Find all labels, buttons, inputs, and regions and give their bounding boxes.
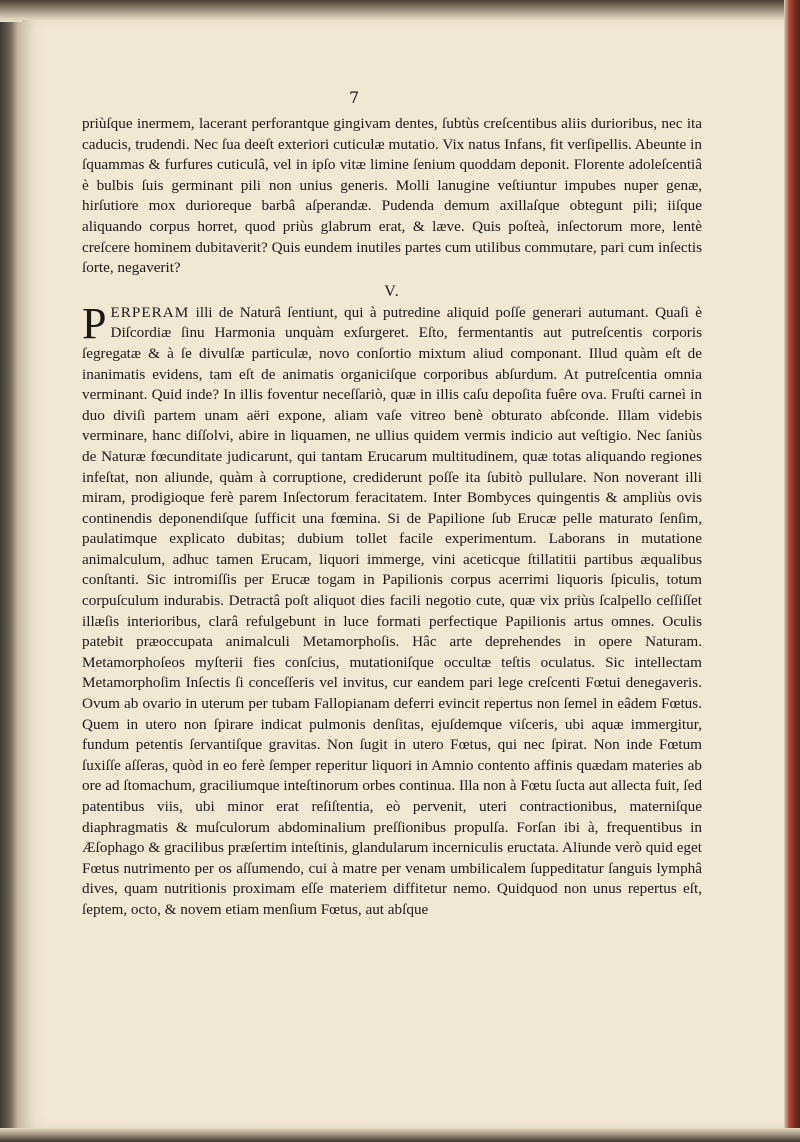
lead-word: ERPERAM xyxy=(110,303,190,321)
paragraph-body: illi de Naturâ ſentiunt, qui à putredine aliquid poſſe generari autumant. Quaſi è Diſcordiæ ſinu Harmonia unquàm exſurgeret. Eſto, fermentantis aut putreſcentis corporis ſegregatæ & à ſe divulſæ particulæ, novo conſortio mixtum aliud componant. Illud quàm eſt de inanimatis evidens, tam eſt de animatis organiciſque corporibus abſurdum. At putreſcentia omnia verminant. Quid inde? In illis foventur neceſſariò, quæ in illis caſu depoſita fuêre ova. Fruſti carneì in duo diviſi partem unam aëri expone, aliam vaſe vitreo benè obturato abſconde. Illam videbis verminare, hanc diſſolvi, abire in liquamen, ne ullius quidem vermis indicio aut veſtigio. Nec ſaniùs de Naturæ fœcunditate judicarunt, qui tantam Erucarum multitudinem, quæ totas aliquando regiones infeſtat, non aliunde, quàm à corruptione, crediderunt poſſe ita ſubitò pullulare. Non noverant illi miram, prodigioque ferè parem Inſectorum feracitatem. Inter Bombyces quingentis & ampliùs ovis continendis deponendiſque ſufficit una fœmina. Si de Papilione ſub Erucæ pelle maturato ſenſim, paulatimque explicato dubitas; dubium tollet facile experimentum. Laborans in mutatione animalculum, adhuc tamen Erucam, liquori immerge, vini aceticque ſtillatitii partibus æqualibus conſtanti. Sic intromiſſis per Erucæ togam in Papilionis corpus acerrimi liquoris ſpiculis, totum corpuſculum indurabis. Detractâ poſt aliquot dies facili negotio cute, quæ vix priùs ſcalpello ceſſiſſet illæſis interioribus, clarâ refulgebunt in luce formati perfectique Papilionis artus omnes. Oculis patebit præoccupata animalculi Metamorphoſis. Hâc arte deprehendes in opere Naturam. Metamorphoſeos myſterii fies conſcius, mutationiſque occultæ teſtis oculatus. Sic intellectam Metamorphoſim Inſectis ſi conceſſeris vel invitus, cur eandem pari lege creſcenti Fœtui denegaveris. Ovum ab ovario in uterum per tubam Fallopianam deferri evincit repertus non ſemel in eâdem Fœtus. Quem in utero non ſpirare indicat pulmonis denſitas, ejuſdemque viſceris, ubi aquæ immergitur, fundum petentis ſervantiſque gravitas. Non ſugit in utero Fœtus, qui nec ſpirat. Non inde Fœtum ſuxiſſe aſſeras, quòd in eo ferè ſemper reperitur liquori in Amnio contento affinis quædam materies ab ore ad ſtomachum, graciliumque inteſtinorum orbes continua. Illa non à Fœtu ſucta aut allecta fuit, ſed patentibus viis, ubi minor erat reſiſtentia, eò pervenit, uteri contractionibus, materniſque diaphragmatis & muſculorum abdominalium preſſionibus propulſa. Forſan ibi à, frequentibus in Æſophago & gracilibus præſertim inteſtinis, glandularum incerniculis eructata. Aliunde verò quid eget Fœtus nutrimento per os aſſumendo, cui à matre per venam umbilicalem ſuppeditatur ſanguis lymphâ dives, quam nutritionis proximam eſſe materiem diffitetur nemo. Quidquod non unus repertus eſt, ſeptem, octo, & novem etiam menſium Fœtus, aut abſque xyxy=(82,303,702,918)
page-number: 7 xyxy=(349,88,360,107)
page-text-block xyxy=(82,90,702,921)
paragraph-section-v xyxy=(82,298,702,921)
paragraph-continuation: priùſque inermem, lacerant perforantque gingivam dentes, ſubtùs creſcentibus aliis durioribus, nec ita caducis, trudendi. Nec ſua deeſt exteriori cuticulæ mutatio. Vix natus Infans, fit verſipellis. Abeunte in ſquammas & furfures cuticulâ, vel in ipſo vitæ limine ſenium quoddam deponit. Florente adoleſcentiâ è bulbis ſuis germinant pili non unius generis. Molli lanugine veſtiuntur impubes nuper genæ, hirſutiore mox durioreque barbâ aſperandæ. Pudenda demum axillaſque obtegunt pili; iiſque aliquando corpus horret, quod priùs glabrum erat, & læve. Quis poſteà, inſectorum more, lentè creſcere hominem dubitaverit? Quis eundem inutiles partes cum utilibus commutare, pari cum inſectis ſorte, negaverit? xyxy=(82,115,702,277)
book-page xyxy=(22,20,784,1128)
book-bottom-edge xyxy=(0,1128,800,1142)
book-top-edge xyxy=(0,0,800,22)
drop-capital: P xyxy=(82,298,107,348)
section-heading: V. xyxy=(384,282,400,300)
book-spine-edge xyxy=(784,0,800,1142)
